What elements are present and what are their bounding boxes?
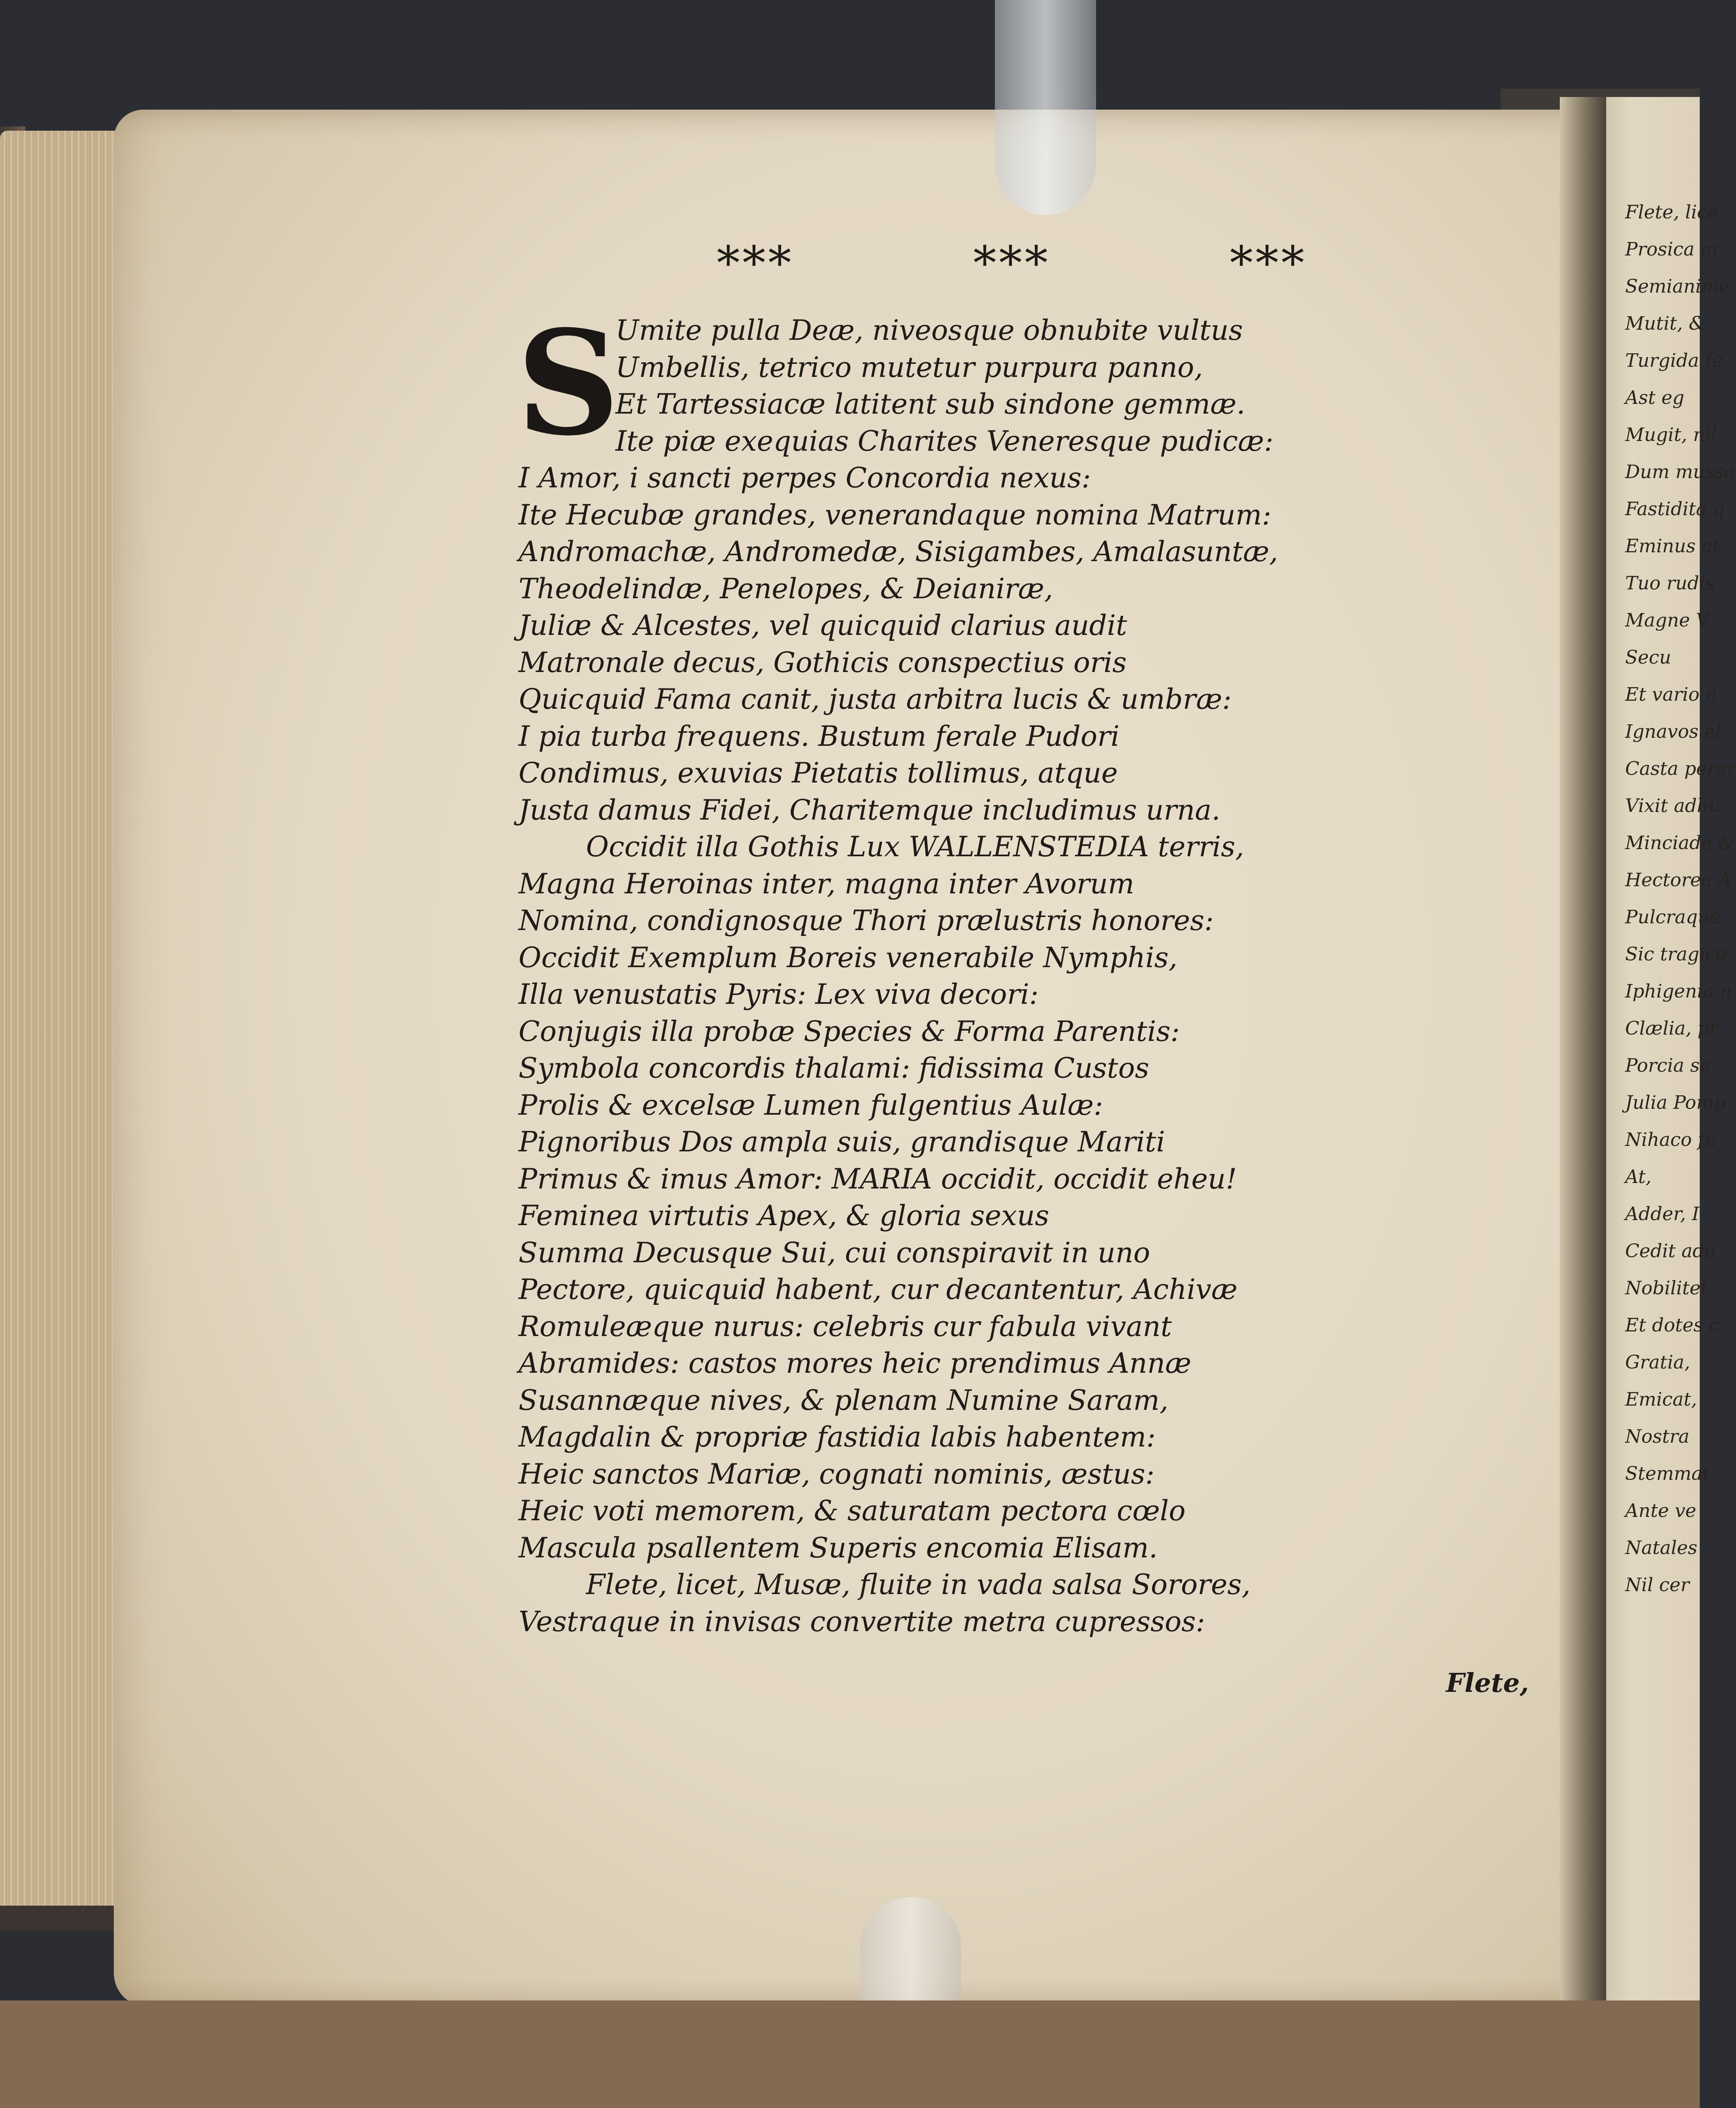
poem-line: Mascula psallentem Superis encomia Elisam. xyxy=(519,1531,1158,1564)
poem-text xyxy=(519,312,1395,1640)
facing-page-line: Nihaco fu xyxy=(1625,1129,1717,1151)
poem-line: I Amor, i sancti perpes Concordia nexus: xyxy=(519,462,1091,494)
facing-page-line: Tuo rudis xyxy=(1625,573,1715,594)
facing-page-line: Ante ve xyxy=(1625,1500,1696,1522)
poem-line: Conjugis illa probæ Species & Forma Parentis: xyxy=(519,1015,1180,1048)
poem-line: Illa venustatis Pyris: Lex viva decori: xyxy=(519,978,1039,1011)
facing-page-line: Et vario n xyxy=(1625,684,1717,705)
poem-line: Nomina, condignosque Thori prælustris honores: xyxy=(519,904,1214,937)
facing-page-line: Porcia se xyxy=(1625,1055,1711,1076)
facing-page-line: Mugit, nil xyxy=(1625,424,1717,446)
poem-line: Summa Decusque Sui, cui conspiravit in uno xyxy=(519,1236,1150,1269)
page-gutter xyxy=(1560,97,1606,2007)
facing-page-line: Emicat, xyxy=(1625,1389,1697,1410)
facing-page-line: Flete, lice xyxy=(1625,202,1719,223)
poem-line: Occidit Exemplum Boreis venerabile Nymphis, xyxy=(519,941,1177,974)
facing-page-line: Dum mussa xyxy=(1625,461,1735,483)
poem-line: Pignoribus Dos ampla suis, grandisque Mariti xyxy=(519,1126,1165,1158)
poem-line: Heic voti memorem, & saturatam pectora cœlo xyxy=(519,1495,1186,1527)
poem-line: Umbellis, tetrico mutetur purpura panno, xyxy=(615,351,1203,384)
ornament-row xyxy=(717,236,1307,295)
facing-page-line: Turgida fe xyxy=(1625,350,1723,371)
facing-page-line: Gratia, xyxy=(1625,1352,1690,1373)
facing-page-line: Nostra xyxy=(1625,1426,1690,1447)
facing-page-line: Hectorea A xyxy=(1625,869,1732,891)
facing-page-line: At, xyxy=(1625,1166,1652,1188)
facing-page-line: Stemmat xyxy=(1625,1463,1710,1484)
poem-line: Romuleæque nurus: celebris cur fabula vivant xyxy=(519,1310,1172,1343)
facing-page-line: Adder, I xyxy=(1625,1203,1699,1225)
poem-line: Pectore, quicquid habent, cur decantentur, Achivæ xyxy=(519,1273,1238,1306)
facing-page-line: Et dotes c xyxy=(1625,1315,1720,1336)
facing-page-line: Iphigenia n xyxy=(1625,981,1732,1002)
facing-page-line: Magne V xyxy=(1625,610,1709,631)
facing-page-line: Mutit, & xyxy=(1625,313,1705,334)
poem-line: Et Tartessiacæ latitent sub sindone gemmæ. xyxy=(615,388,1246,420)
poem-line: Juliæ & Alcestes, vel quicquid clarius audit xyxy=(519,609,1127,642)
poem-line: Susannæque nives, & plenam Numine Saram, xyxy=(519,1384,1169,1417)
facing-page-line: Natales xyxy=(1625,1537,1698,1559)
ornament-asterisks: *** xyxy=(717,236,794,290)
ornament-asterisks: *** xyxy=(1230,236,1307,290)
poem-line: Andromachæ, Andromedæ, Sisigambes, Amalasuntæ, xyxy=(519,535,1278,568)
poem-line: Matronale decus, Gothicis conspectius oris xyxy=(519,646,1127,679)
facing-page-line: Fastidita q xyxy=(1625,498,1725,520)
facing-page-line: Cedit ado xyxy=(1625,1240,1716,1262)
poem-line: Condimus, exuvias Pietatis tollimus, atque xyxy=(519,757,1118,789)
facing-page-line: Clælia, pr xyxy=(1625,1018,1718,1039)
poem-line: Vestraque in invisas convertite metra cupressos: xyxy=(519,1605,1205,1638)
facing-page-text xyxy=(1625,194,1736,1604)
mat-border xyxy=(0,2000,1700,2108)
poem-line: Magna Heroinas inter, magna inter Avorum xyxy=(519,867,1134,900)
poem-line: Flete, licet, Musæ, fluite in vada salsa Sorores, xyxy=(586,1568,1251,1601)
facing-page-line: Nil cer xyxy=(1625,1574,1690,1596)
facing-page-line: Ast eg xyxy=(1625,387,1685,409)
poem-line: Ite Hecubæ grandes, venerandaque nomina Matrum: xyxy=(519,498,1271,531)
facing-page-line: Casta perer xyxy=(1625,758,1736,780)
facing-page-line: Semianime xyxy=(1625,276,1730,297)
drop-cap: S xyxy=(516,299,620,468)
scanner-background xyxy=(0,0,1700,93)
poem-line: Prolis & excelsæ Lumen fulgentius Aulæ: xyxy=(519,1089,1103,1121)
facing-page-line: Secu xyxy=(1625,647,1672,668)
poem-line: Primus & imus Amor: MARIA occidit, occidit eheu! xyxy=(519,1162,1237,1195)
poem-line: Theodelindæ, Penelopes, & Deianiræ, xyxy=(519,572,1053,605)
facing-page-line: Nobilitet xyxy=(1625,1277,1708,1299)
poem-line: Occidit illa Gothis Lux WALLENSTEDIA terris, xyxy=(586,831,1244,863)
ornament-asterisks: *** xyxy=(973,236,1051,290)
facing-page-line: Sic tragico xyxy=(1625,944,1727,965)
poem-line: Abramides: castos mores heic prendimus Annæ xyxy=(519,1347,1191,1379)
poem-line: Umite pulla Deæ, niveosque obnubite vultus xyxy=(615,314,1243,347)
poem-line: Quicquid Fama canit, justa arbitra lucis & umbræ: xyxy=(519,683,1232,715)
poem-line: Justa damus Fidei, Charitemque includimus urna. xyxy=(519,793,1220,826)
poem-line: Feminea virtutis Apex, & gloria sexus xyxy=(519,1199,1049,1232)
poem-line: Heic sanctos Mariæ, cognati nominis, æstus: xyxy=(519,1457,1155,1490)
facing-page-line: Vixit adhu xyxy=(1625,795,1721,817)
facing-page-line: Julia Pomp xyxy=(1625,1092,1726,1113)
poem-line: Symbola concordis thalami: fidissima Custos xyxy=(519,1052,1150,1084)
facing-page-line: Eminus at xyxy=(1625,535,1720,557)
poem-line: Ite piæ exequias Charites Veneresque pudicæ: xyxy=(615,425,1274,457)
facing-page-line: Prosica m xyxy=(1625,239,1718,260)
poem-line: Magdalin & propriæ fastidia labis habentem: xyxy=(519,1421,1156,1453)
facing-page-line: Ignavos el xyxy=(1625,721,1722,742)
facing-page-line: Pulcraque xyxy=(1625,906,1721,928)
poem-line: I pia turba frequens. Bustum ferale Pudori xyxy=(519,720,1120,753)
facing-page-line: Minciade & xyxy=(1625,832,1735,854)
catchword: Flete, xyxy=(1446,1667,1529,1698)
page-clip-top xyxy=(995,0,1096,215)
